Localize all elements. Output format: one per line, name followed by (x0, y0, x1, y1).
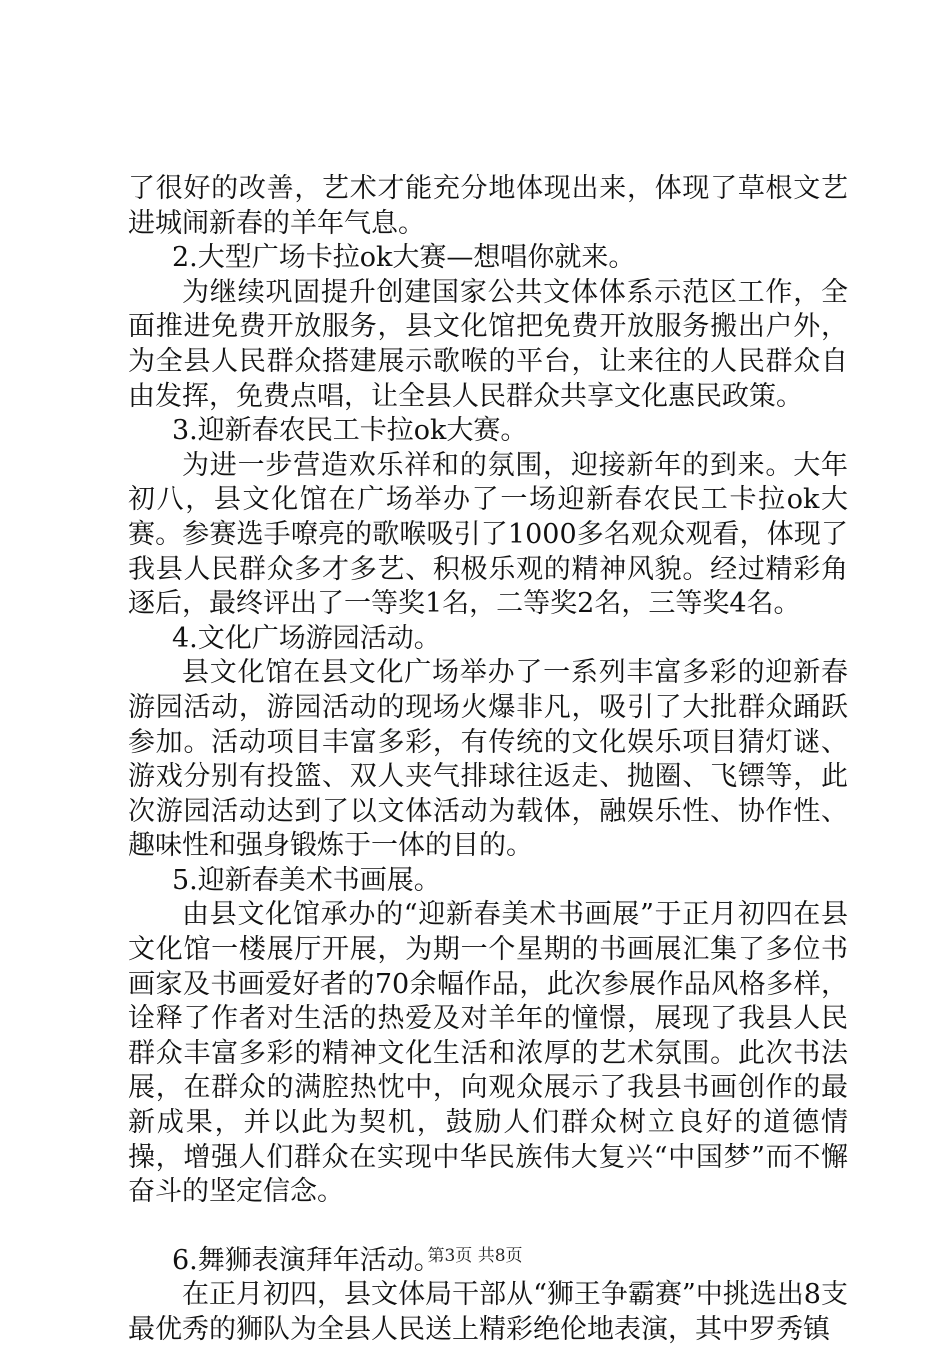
section-heading-5: 5.迎新春美术书画展。 (172, 864, 441, 896)
section-heading-2: 2.大型广场卡拉ok大赛—想唱你就来。 (172, 242, 636, 274)
section-body-3: 为进一步营造欢乐祥和的氛围，迎接新年的到来。大年初八，县文化馆在广场举办了一场迎新春农民工卡拉ok大赛。参赛选手嘹亮的歌喉吸引了1000多名观众观看，体现了我县人民群众多才多艺、积极乐观的精神风貌。经过精彩角逐后，最终评出了一等奖1名，二等奖2名，三等奖4名。 (128, 449, 848, 620)
section-heading-3: 3.迎新春农民工卡拉ok大赛。 (172, 415, 528, 447)
page-number-label: 第3页 共8页 (427, 1246, 523, 1266)
document-body (128, 172, 848, 1348)
page-footer (0, 1245, 950, 1267)
section-body-4: 县文化馆在县文化广场举办了一系列丰富多彩的迎新春游园活动，游园活动的现场火爆非凡，吸引了大批群众踊跃参加。活动项目丰富多彩，有传统的文化娱乐项目猜灯谜、游戏分别有投篮、双人夹气排球往返走、抛圈、飞镖等，此次游园活动达到了以文体活动为载体，融娱乐性、协作性、趣味性和强身锻炼于一体的目的。 (128, 657, 848, 862)
section-body-5: 由县文化馆承办的“迎新春美术书画展”于正月初四在县文化馆一楼展厅开展，为期一个星期的书画展汇集了多位书画家及书画爱好者的70余幅作品，此次参展作品风格多样，诠释了作者对生活的热爱及对羊年的憧憬，展现了我县人民群众丰富多彩的精神文化生活和浓厚的艺术氛围。此次书法展，在群众的满腔热忱中，向观众展示了我县书画创作的最新成果，并以此为契机，鼓励人们群众树立良好的道德情操，增强人们群众在实现中华民族伟大复兴“中国梦”而不懈奋斗的坚定信念。 (128, 899, 848, 1208)
section-heading-6: 6.舞狮表演拜年活动。 (172, 1244, 441, 1276)
paragraph-continuation: 了很好的改善，艺术才能充分地体现出来，体现了草根文艺进城闹新春的羊年气息。 (128, 173, 848, 239)
section-body-2: 为继续巩固提升创建国家公共文体体系示范区工作，全面推进免费开放服务，县文化馆把免费开放服务搬出户外，为全县人民群众搭建展示歌喉的平台，让来往的人民群众自由发挥，免费点唱，让全县人民群众共享文化惠民政策。 (128, 276, 848, 412)
section-body-6: 在正月初四，县文体局干部从“狮王争霸赛”中挑选出8支最优秀的狮队为全县人民送上精彩绝伦地表演，其中罗秀镇 (128, 1279, 848, 1345)
section-heading-4: 4.文化广场游园活动。 (172, 622, 441, 654)
